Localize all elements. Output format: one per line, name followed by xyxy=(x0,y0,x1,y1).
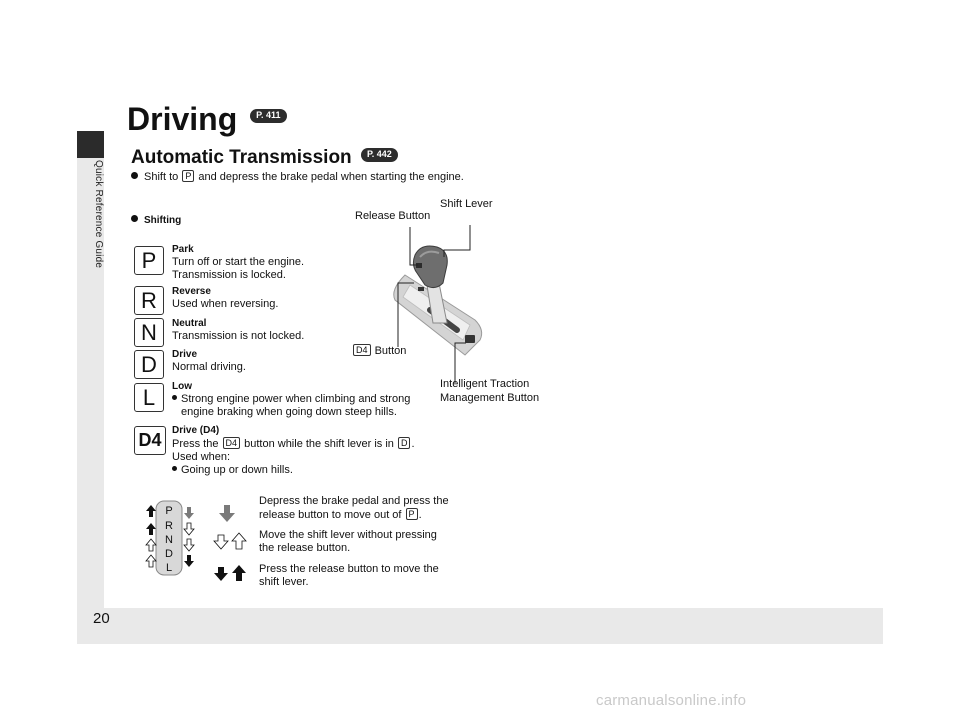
bullet-icon xyxy=(131,172,138,179)
legend-arrow-icons xyxy=(212,497,252,587)
gear-d4-description: Drive (D4) Press the D4 button while the shift lever is in D . Used when: Going up or down hills. xyxy=(172,425,415,476)
section-title-text: Automatic Transmission xyxy=(131,147,352,168)
section-tab xyxy=(77,131,104,158)
shift-gate-diagram xyxy=(140,497,202,577)
bullet-icon xyxy=(131,215,138,222)
gear-l-description: Low Strong engine power when climbing and strong engine braking when going down steep hills. xyxy=(172,381,411,418)
gate-letter-n: N xyxy=(165,534,173,546)
d-key-icon: D xyxy=(398,437,411,449)
shifting-heading: Shifting xyxy=(131,215,181,226)
gate-letter-p: P xyxy=(165,505,173,517)
outline-down-arrow-icon xyxy=(214,535,228,549)
page-title-text: Driving xyxy=(127,101,238,137)
page-ref-link[interactable]: P. 411 xyxy=(250,109,286,123)
solid-up-arrow-icon xyxy=(232,565,246,581)
page-title xyxy=(127,101,287,138)
section-ref-link[interactable]: P. 442 xyxy=(361,148,398,162)
outline-up-arrow-icon xyxy=(232,533,246,549)
d4-button-label: D4 Button xyxy=(352,344,406,357)
gear-r-symbol: R xyxy=(134,286,164,315)
bullet-icon xyxy=(172,466,177,471)
intro-instruction: Shift to P and depress the brake pedal when starting the engine. xyxy=(131,170,464,183)
p-key-icon: P xyxy=(406,508,418,520)
gear-n-symbol: N xyxy=(134,318,164,347)
gear-d-description: Drive Normal driving. xyxy=(172,349,246,373)
gate-letter-r: R xyxy=(165,520,173,532)
legend-brake-release: Depress the brake pedal and press the release button to move out of P . xyxy=(259,495,449,521)
bullet-icon xyxy=(172,395,177,400)
gear-n-description: Neutral Transmission is not locked. xyxy=(172,318,305,342)
gate-letter-l: L xyxy=(165,562,173,574)
gear-r-description: Reverse Used when reversing. xyxy=(172,286,279,310)
callout-lines xyxy=(380,215,500,385)
shift-lever-label: Shift Lever xyxy=(440,198,493,210)
gear-d-symbol: D xyxy=(134,350,164,379)
section-title xyxy=(131,147,398,169)
legend-no-release: Move the shift lever without pressing the release button. xyxy=(259,529,437,554)
gear-p-symbol: P xyxy=(134,246,164,275)
d4-key-icon: D4 xyxy=(223,437,241,449)
watermark: carmanualsonline.info xyxy=(596,692,747,709)
gear-p-description: Park Turn off or start the engine. Transmission is locked. xyxy=(172,244,305,281)
gear-d4-symbol: D4 xyxy=(134,426,166,455)
legend-press-release: Press the release button to move the shift lever. xyxy=(259,563,439,588)
page-number: 20 xyxy=(93,610,110,627)
solid-down-arrow-icon xyxy=(214,567,228,581)
release-button-label: Release Button xyxy=(355,210,431,222)
itm-button-label: Intelligent Traction Management Button xyxy=(440,378,540,404)
gear-l-symbol: L xyxy=(134,383,164,412)
grey-down-arrow-icon xyxy=(219,505,235,522)
d4-key-icon: D4 xyxy=(353,344,371,356)
side-label: Quick Reference Guide xyxy=(93,160,104,269)
p-key-icon: P xyxy=(182,170,194,182)
gate-letter-d: D xyxy=(165,548,173,560)
